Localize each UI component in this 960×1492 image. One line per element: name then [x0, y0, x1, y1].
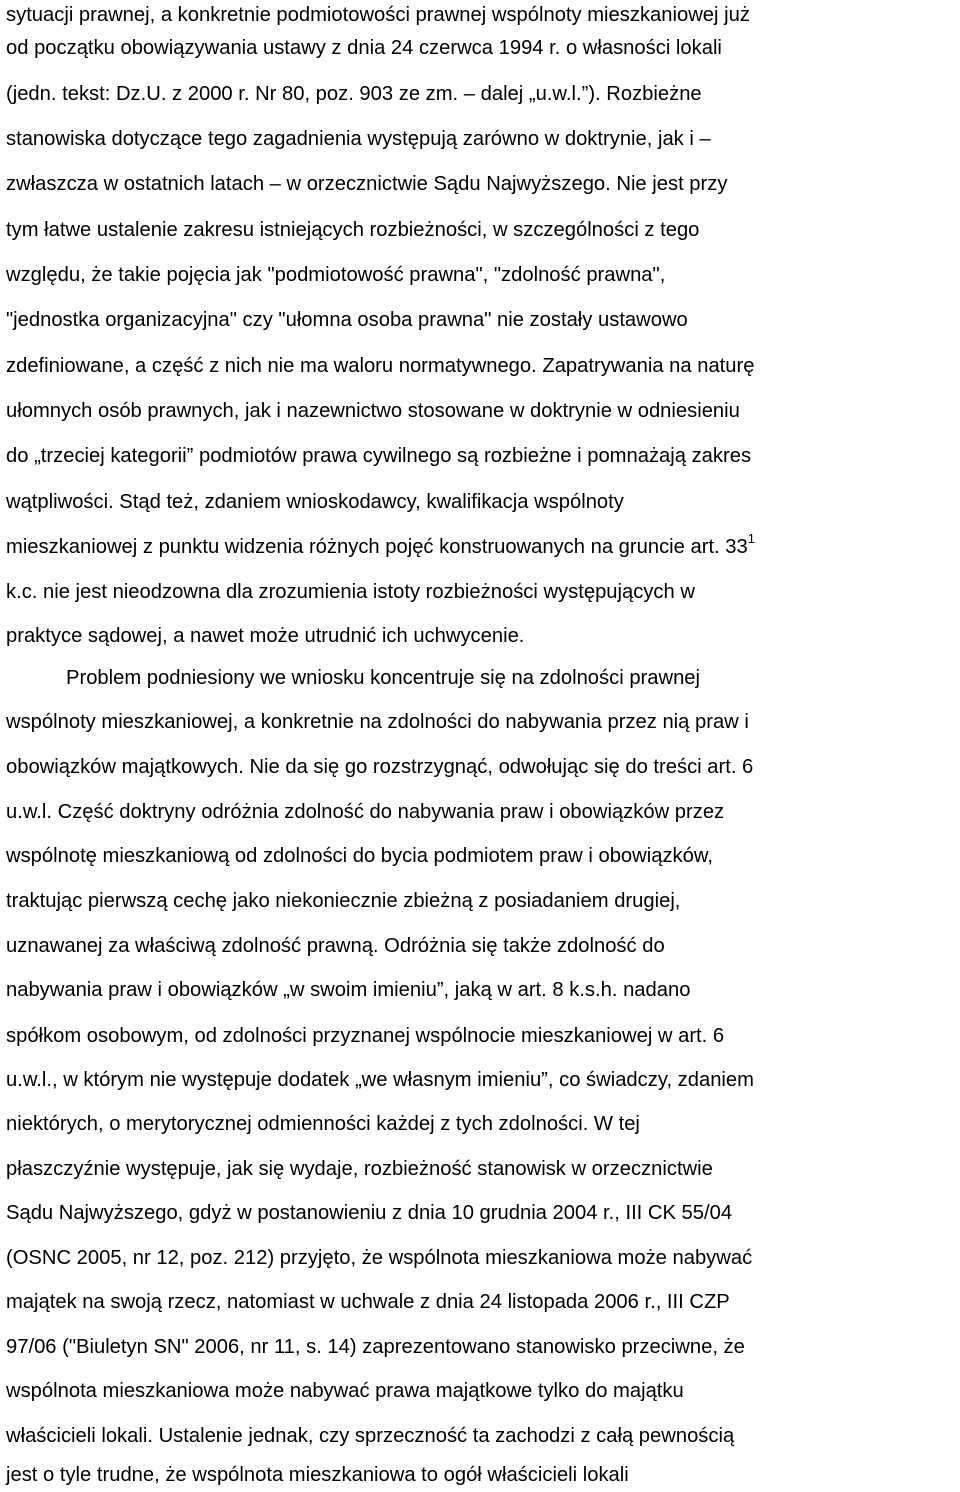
text-line: od początku obowiązywania ustawy z dnia 24 czerwca 1994 r. o własności lokali — [6, 37, 722, 59]
text-line: nabywania praw i obowiązków „w swoim imieniu”, jaką w art. 8 k.s.h. nadano — [6, 979, 691, 1001]
text-line: uznawanej za właściwą zdolność prawną. Odróżnia się także zdolność do — [6, 935, 665, 957]
text-line: wątpliwości. Stąd też, zdaniem wnioskodawcy, kwalifikacja wspólnoty — [6, 491, 624, 513]
text-line: wspólnota mieszkaniowa może nabywać prawa majątkowe tylko do majątku — [6, 1380, 684, 1402]
text-line: tym łatwe ustalenie zakresu istniejących rozbieżności, w szczególności z tego — [6, 219, 700, 241]
text-line: zwłaszcza w ostatnich latach – w orzecznictwie Sądu Najwyższego. Nie jest przy — [6, 173, 728, 195]
text-line: k.c. nie jest nieodzowna dla zrozumienia istoty rozbieżności występujących w — [6, 581, 695, 603]
text-line: (jedn. tekst: Dz.U. z 2000 r. Nr 80, poz. 903 ze zm. – dalej „u.w.l.”). Rozbieżne — [6, 83, 702, 105]
text-line: niektórych, o merytorycznej odmienności każdej z tych zdolności. W tej — [6, 1113, 640, 1135]
footnote-marker: 1 — [747, 531, 755, 546]
text-line: (OSNC 2005, nr 12, poz. 212) przyjęto, że wspólnota mieszkaniowa może nabywać — [6, 1247, 753, 1269]
text-line: jest o tyle trudne, że wspólnota mieszkaniowa to ogół właścicieli lokali — [6, 1464, 629, 1486]
text-line: traktując pierwszą cechę jako niekoniecznie zbieżną z posiadaniem drugiej, — [6, 890, 681, 912]
text-line: spółkom osobowym, od zdolności przyznanej wspólnocie mieszkaniowej w art. 6 — [6, 1025, 725, 1047]
text-line: u.w.l. Część doktryny odróżnia zdolność do nabywania praw i obowiązków przez — [6, 801, 725, 823]
text-line: praktyce sądowej, a nawet może utrudnić ich uchwycenie. — [6, 625, 525, 647]
text-line-with-footnote — [6, 530, 755, 564]
text-line: właścicieli lokali. Ustalenie jednak, czy sprzeczność ta zachodzi z całą pewnością — [6, 1425, 735, 1447]
text-line: względu, że takie pojęcia jak "podmiotowość prawna", "zdolność prawna", — [6, 264, 666, 286]
text-line: obowiązków majątkowych. Nie da się go rozstrzygnąć, odwołując się do treści art. 6 — [6, 756, 754, 778]
paragraph-start-line: Problem podniesiony we wniosku koncentruje się na zdolności prawnej — [66, 667, 701, 689]
text-line: ułomnych osób prawnych, jak i nazewnictwo stosowane w doktrynie w odniesieniu — [6, 400, 740, 422]
text-line: "jednostka organizacyjna" czy "ułomna osoba prawna" nie zostały ustawowo — [6, 309, 688, 331]
text-line: do „trzeciej kategorii” podmiotów prawa cywilnego są rozbieżne i pomnażają zakres — [6, 445, 752, 467]
text-line: wspólnotę mieszkaniową od zdolności do bycia podmiotem praw i obowiązków, — [6, 845, 713, 867]
text-line: u.w.l., w którym nie występuje dodatek „we własnym imieniu”, co świadczy, zdaniem — [6, 1069, 754, 1091]
text-line: stanowiska dotyczące tego zagadnienia występują zarówno w doktrynie, jak i – — [6, 128, 711, 150]
text-line: wspólnoty mieszkaniowej, a konkretnie na zdolności do nabywania przez nią praw i — [6, 711, 749, 733]
text-line: zdefiniowane, a część z nich nie ma waloru normatywnego. Zapatrywania na naturę — [6, 355, 755, 377]
text-line: sytuacji prawnej, a konkretnie podmiotowości prawnej wspólnoty mieszkaniowej już — [6, 4, 750, 26]
text-line: majątek na swoją rzecz, natomiast w uchwale z dnia 24 listopada 2006 r., III CZP — [6, 1291, 730, 1313]
text-line: płaszczyźnie występuje, jak się wydaje, rozbieżność stanowisk w orzecznictwie — [6, 1158, 713, 1180]
text-line: mieszkaniowej z punktu widzenia różnych pojęć konstruowanych na gruncie art. 33 — [6, 536, 748, 558]
text-line: 97/06 ("Biuletyn SN" 2006, nr 11, s. 14) zaprezentowano stanowisko przeciwne, że — [6, 1336, 745, 1358]
text-line: Sądu Najwyższego, gdyż w postanowieniu z dnia 10 grudnia 2004 r., III CK 55/04 — [6, 1202, 733, 1224]
